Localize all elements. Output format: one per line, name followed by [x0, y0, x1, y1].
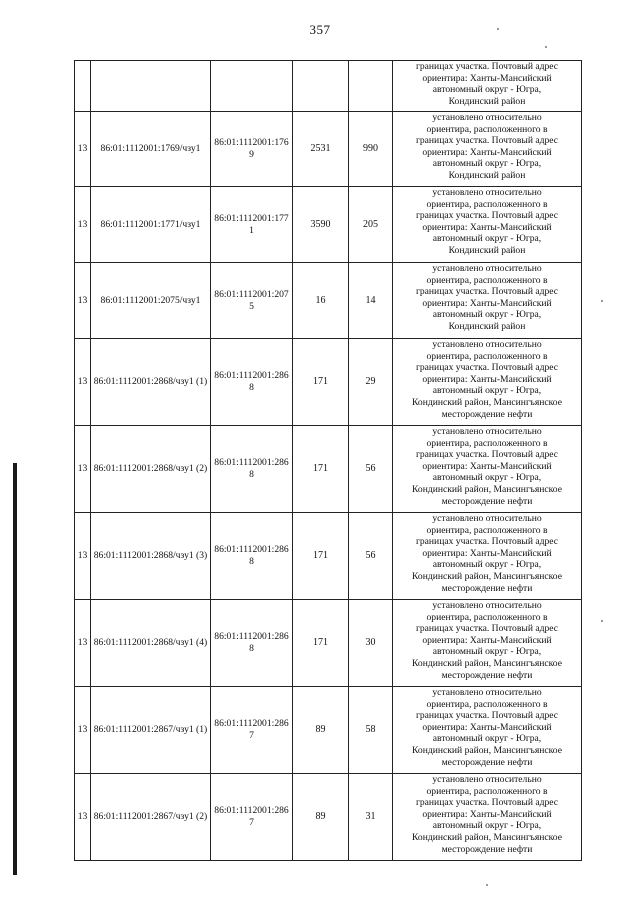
- row-number-cell: 13: [75, 600, 91, 687]
- value-cell: [349, 61, 393, 112]
- location-description-cell: установлено относительно ориентира, расположенного в границах участка. Почтовый адрес ориентира: Ханты-Мансийский автономный округ - Югра, Кондинский район, Мансингъянское месторождение нефти: [393, 687, 582, 774]
- location-description-cell: установлено относительно ориентира, расположенного в границах участка. Почтовый адрес ориентира: Ханты-Мансийский автономный округ - Югра, Кондинский район: [393, 112, 582, 187]
- table-row: [75, 339, 582, 426]
- area-cell: 16: [293, 263, 349, 339]
- zone-id-cell: 86:01:1112001:2867/чзу1 (1): [91, 687, 211, 774]
- table-row: [75, 513, 582, 600]
- location-description-cell: установлено относительно ориентира, расположенного в границах участка. Почтовый адрес ориентира: Ханты-Мансийский автономный округ - Югра, Кондинский район, Мансингъянское месторождение нефти: [393, 339, 582, 426]
- row-number-cell: 13: [75, 687, 91, 774]
- row-number-cell: 13: [75, 513, 91, 600]
- location-description-cell: установлено относительно ориентира, расположенного в границах участка. Почтовый адрес ориентира: Ханты-Мансийский автономный округ - Югра, Кондинский район, Мансингъянское месторождение нефти: [393, 774, 582, 861]
- area-cell: [293, 61, 349, 112]
- value-cell: 56: [349, 513, 393, 600]
- value-cell: 30: [349, 600, 393, 687]
- value-cell: 31: [349, 774, 393, 861]
- scan-speck: [601, 620, 603, 622]
- scan-speck: [545, 46, 547, 48]
- parcel-number-cell: 86:01:1112001:2868: [211, 600, 293, 687]
- value-cell: 58: [349, 687, 393, 774]
- parcel-number-cell: 86:01:1112001:1771: [211, 187, 293, 263]
- row-number-cell: 13: [75, 774, 91, 861]
- location-description-cell: установлено относительно ориентира, расположенного в границах участка. Почтовый адрес ориентира: Ханты-Мансийский автономный округ - Югра, Кондинский район, Мансингъянское месторождение нефти: [393, 600, 582, 687]
- table-row: [75, 687, 582, 774]
- scan-speck: [497, 28, 499, 30]
- location-description-cell: установлено относительно ориентира, расположенного в границах участка. Почтовый адрес ориентира: Ханты-Мансийский автономный округ - Югра, Кондинский район, Мансингъянское месторождение нефти: [393, 513, 582, 600]
- zone-id-cell: 86:01:1112001:2868/чзу1 (2): [91, 426, 211, 513]
- location-description-cell: границах участка. Почтовый адрес ориентира: Ханты-Мансийский автономный округ - Югра, Кондинский район: [393, 61, 582, 112]
- land-registry-table: [74, 60, 582, 861]
- parcel-number-cell: 86:01:1112001:2075: [211, 263, 293, 339]
- parcel-number-cell: 86:01:1112001:2867: [211, 774, 293, 861]
- table-row: [75, 774, 582, 861]
- table-row: [75, 263, 582, 339]
- zone-id-cell: [91, 61, 211, 112]
- area-cell: 3590: [293, 187, 349, 263]
- table-row: [75, 426, 582, 513]
- location-description-cell: установлено относительно ориентира, расположенного в границах участка. Почтовый адрес ориентира: Ханты-Мансийский автономный округ - Югра, Кондинский район: [393, 263, 582, 339]
- row-number-cell: 13: [75, 263, 91, 339]
- location-description-cell: установлено относительно ориентира, расположенного в границах участка. Почтовый адрес ориентира: Ханты-Мансийский автономный округ - Югра, Кондинский район, Мансингъянское месторождение нефти: [393, 426, 582, 513]
- value-cell: 56: [349, 426, 393, 513]
- parcel-number-cell: 86:01:1112001:2868: [211, 339, 293, 426]
- row-number-cell: 13: [75, 112, 91, 187]
- zone-id-cell: 86:01:1112001:2868/чзу1 (3): [91, 513, 211, 600]
- scan-speck: [601, 300, 603, 302]
- area-cell: 89: [293, 687, 349, 774]
- parcel-number-cell: 86:01:1112001:2868: [211, 426, 293, 513]
- area-cell: 171: [293, 426, 349, 513]
- value-cell: 205: [349, 187, 393, 263]
- parcel-number-cell: [211, 61, 293, 112]
- value-cell: 29: [349, 339, 393, 426]
- location-description-cell: установлено относительно ориентира, расположенного в границах участка. Почтовый адрес ориентира: Ханты-Мансийский автономный округ - Югра, Кондинский район: [393, 187, 582, 263]
- zone-id-cell: 86:01:1112001:2867/чзу1 (2): [91, 774, 211, 861]
- parcel-number-cell: 86:01:1112001:1769: [211, 112, 293, 187]
- area-cell: 89: [293, 774, 349, 861]
- area-cell: 171: [293, 339, 349, 426]
- area-cell: 171: [293, 600, 349, 687]
- table-row: [75, 187, 582, 263]
- zone-id-cell: 86:01:1112001:1769/чзу1: [91, 112, 211, 187]
- zone-id-cell: 86:01:1112001:1771/чзу1: [91, 187, 211, 263]
- row-number-cell: 13: [75, 426, 91, 513]
- zone-id-cell: 86:01:1112001:2868/чзу1 (1): [91, 339, 211, 426]
- row-number-cell: [75, 61, 91, 112]
- page-number: 357: [309, 22, 331, 37]
- scan-speck: [486, 884, 488, 886]
- area-cell: 2531: [293, 112, 349, 187]
- table-row: [75, 61, 582, 112]
- parcel-number-cell: 86:01:1112001:2867: [211, 687, 293, 774]
- table-row: [75, 112, 582, 187]
- zone-id-cell: 86:01:1112001:2868/чзу1 (4): [91, 600, 211, 687]
- parcel-number-cell: 86:01:1112001:2868: [211, 513, 293, 600]
- scan-margin-bar: [13, 463, 17, 875]
- table-row: [75, 600, 582, 687]
- area-cell: 171: [293, 513, 349, 600]
- value-cell: 990: [349, 112, 393, 187]
- value-cell: 14: [349, 263, 393, 339]
- zone-id-cell: 86:01:1112001:2075/чзу1: [91, 263, 211, 339]
- row-number-cell: 13: [75, 187, 91, 263]
- row-number-cell: 13: [75, 339, 91, 426]
